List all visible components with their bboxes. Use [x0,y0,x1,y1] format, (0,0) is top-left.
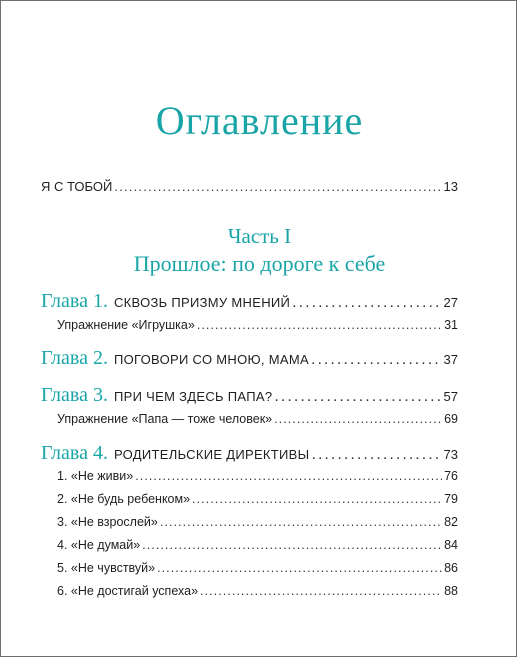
chapter-title: ПОГОВОРИ СО МНОЮ, МАМА [113,352,309,367]
toc-subentry[interactable] [57,412,458,426]
chapter-page: 57 [443,389,458,404]
subentry-label: 1. «Не живи» [57,469,134,483]
toc-subentry[interactable] [57,584,458,598]
dot-leader [274,388,441,406]
toc-chapter-3[interactable] [41,384,458,407]
subentry-label: Упражнение «Папа — тоже человек» [57,412,273,426]
chapter-prefix: Глава 1. [41,290,108,312]
chapter-prefix: Глава 2. [41,347,108,369]
dot-leader [311,446,441,464]
subentry-page: 84 [444,538,458,552]
part-number: Часть I [227,224,292,248]
subentry-page: 86 [444,561,458,575]
subentry-label: 6. «Не достигай успеха» [57,584,199,598]
toc-title: Оглавление [155,98,364,143]
toc-subentry[interactable] [57,469,458,483]
subentry-page: 76 [444,469,458,483]
subentry-page: 69 [444,412,458,426]
chapter-page: 37 [443,352,458,367]
chapter-page: 73 [443,447,458,462]
dot-leader [157,561,442,575]
chapter-title: РОДИТЕЛЬСКИЕ ДИРЕКТИВЫ [113,447,310,462]
subentry-page: 82 [444,515,458,529]
dot-leader [135,469,442,483]
intro-page: 13 [443,179,458,194]
toc-subentry[interactable] [57,492,458,506]
toc-subentry[interactable] [57,318,458,332]
dot-leader [274,412,442,426]
dot-leader [192,492,442,506]
toc-chapter-2[interactable] [41,347,458,370]
dot-leader [114,179,441,194]
dot-leader [311,351,442,369]
dot-leader [200,584,442,598]
intro-label: Я С ТОБОЙ [41,179,113,194]
chapter-prefix: Глава 4. [41,442,108,464]
chapter-page: 27 [443,295,458,310]
subentry-label: Упражнение «Игрушка» [57,318,195,332]
chapter-title: СКВОЗЬ ПРИЗМУ МНЕНИЙ [113,295,291,310]
toc-intro-entry[interactable] [41,179,458,194]
subentry-label: 5. «Не чувствуй» [57,561,156,575]
toc-subentry[interactable] [57,515,458,529]
dot-leader [142,538,442,552]
subentry-page: 31 [444,318,458,332]
subentry-label: 4. «Не думай» [57,538,141,552]
toc-subentry[interactable] [57,538,458,552]
part-title: Прошлое: по дороге к себе [133,251,386,276]
toc-chapter-1[interactable] [41,290,458,313]
dot-leader [160,515,442,529]
dot-leader [197,318,442,332]
toc-subentry[interactable] [57,561,458,575]
subentry-label: 3. «Не взрослей» [57,515,158,529]
subentry-page: 88 [444,584,458,598]
toc-chapter-4[interactable] [41,442,458,465]
chapter-title: ПРИ ЧЕМ ЗДЕСЬ ПАПА? [113,389,273,404]
subentry-label: 2. «Не будь ребенком» [57,492,191,506]
chapter-prefix: Глава 3. [41,384,108,406]
subentry-page: 79 [444,492,458,506]
dot-leader [292,294,441,312]
